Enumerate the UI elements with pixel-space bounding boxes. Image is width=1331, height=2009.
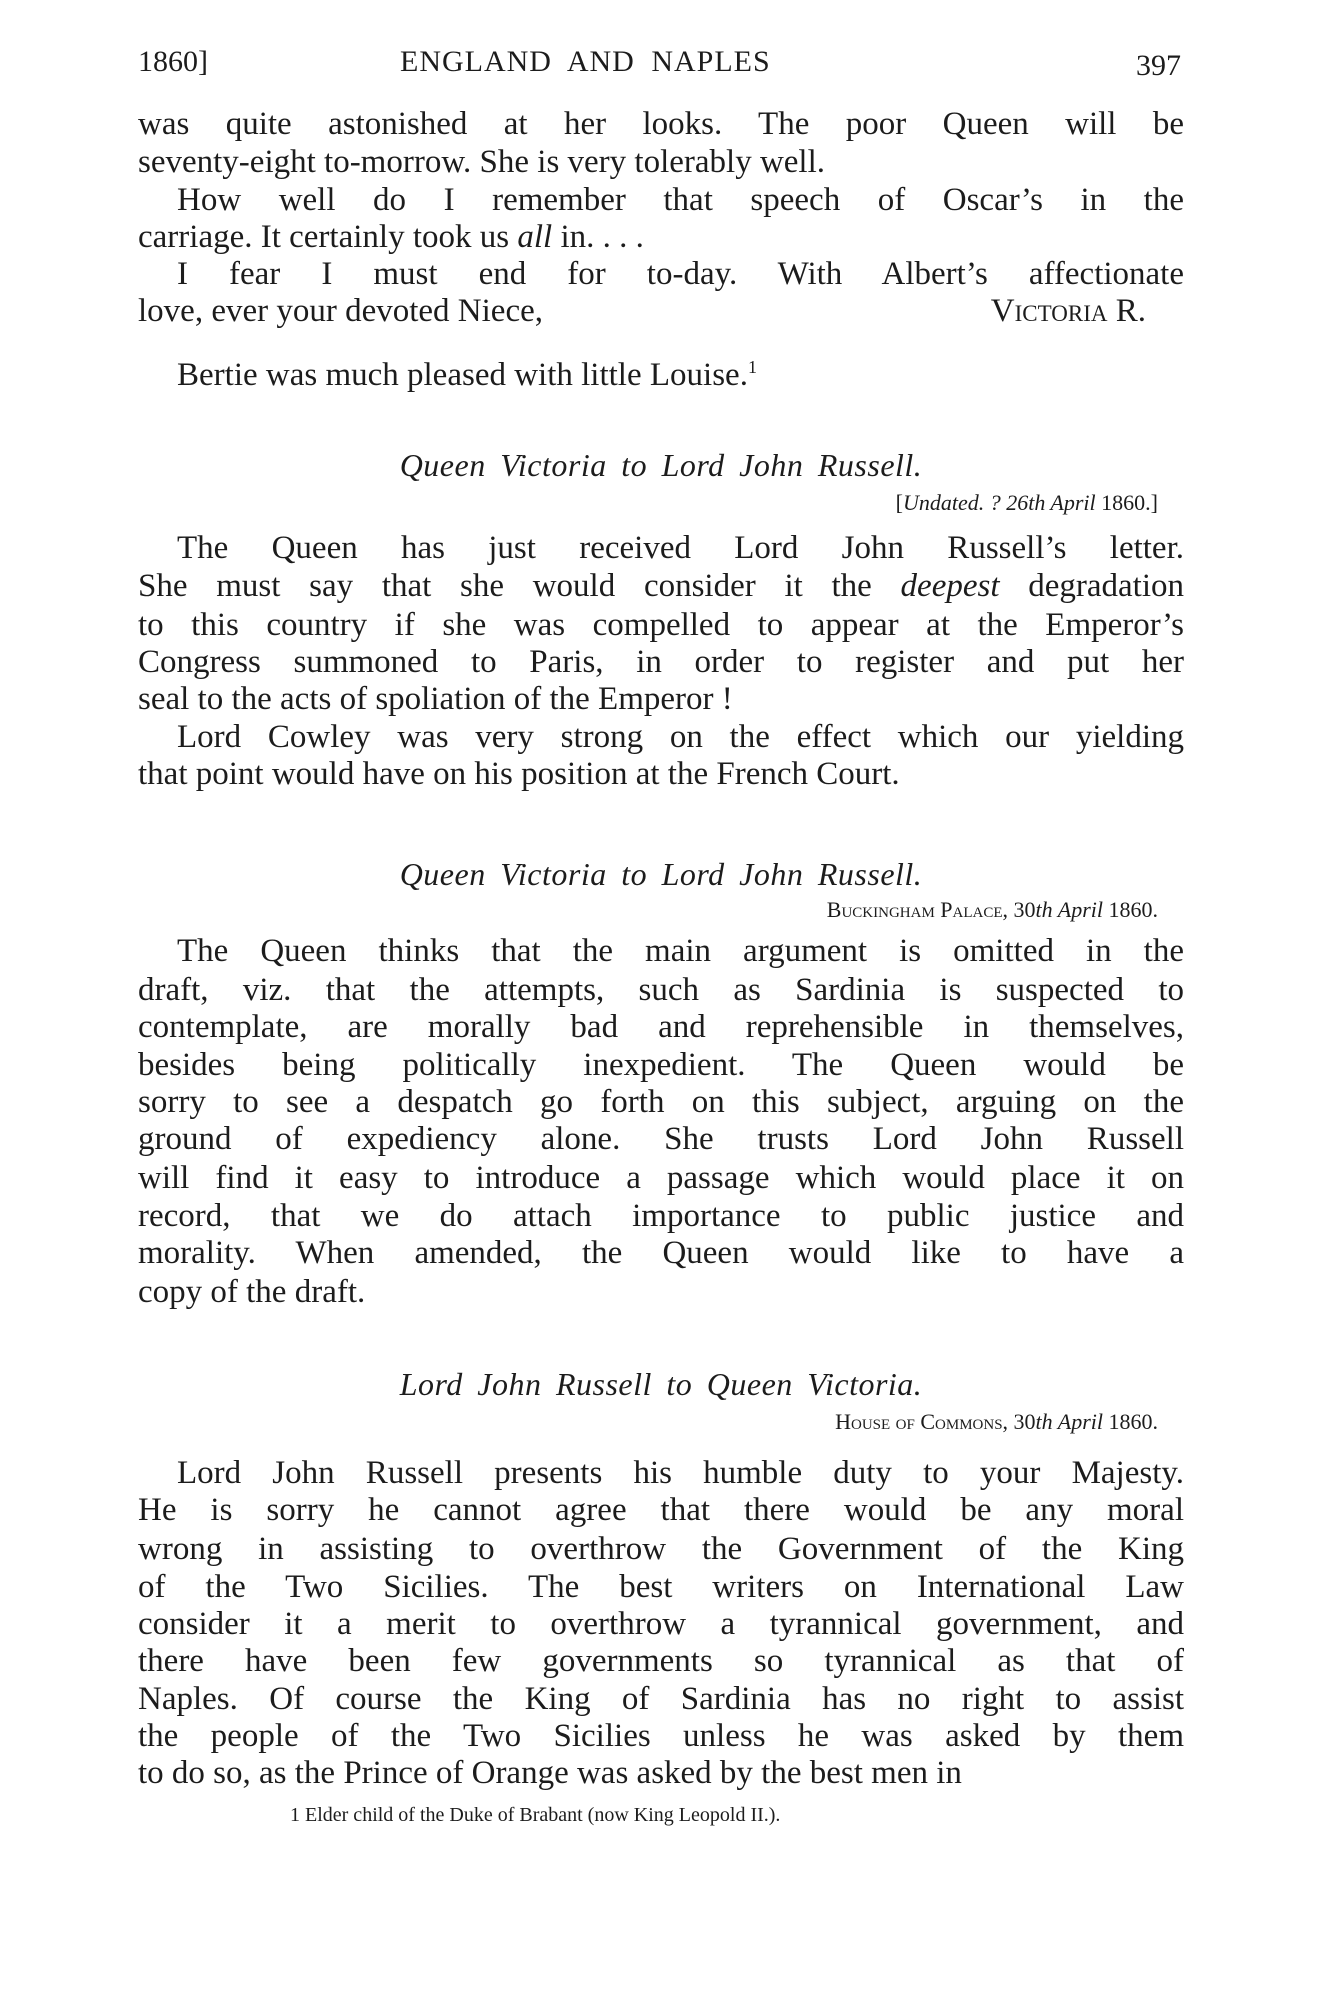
text-run: Bertie was much pleased with little Louise. <box>177 357 748 393</box>
text-run: record, that we do attach importance to public justice and <box>138 1198 1184 1234</box>
text-line <box>138 566 1184 606</box>
text-line <box>138 642 1184 682</box>
text-run: wrong in assisting to overthrow the Government of the King <box>138 1531 1184 1567</box>
letter-dateline <box>896 488 1158 518</box>
small-caps-run: Buckingham Palace <box>826 897 1003 922</box>
text-line <box>138 1045 1184 1085</box>
text-run: Lord Cowley was very strong on the effect which our yielding <box>177 719 1184 755</box>
text-line <box>138 1641 1184 1681</box>
letter-heading: Queen Victoria to Lord John Russell. <box>399 856 923 892</box>
text-run: Congress summoned to Paris, in order to register and put her <box>138 644 1184 680</box>
text-line <box>138 1753 1184 1793</box>
text-run: that point would have on his position at the French Court. <box>138 756 900 792</box>
text-line <box>177 1453 1184 1493</box>
text-run: to do so, as the Prince of Orange was asked by the best men in <box>138 1755 962 1791</box>
italic-run: deepest <box>900 568 1000 604</box>
text-run: to this country if she was compelled to appear at the Emperor’s <box>138 607 1184 643</box>
text-line <box>138 217 1184 257</box>
text-line <box>138 1490 1184 1530</box>
text-run: I fear I must end for to-day. With Albert’s affectionate <box>177 256 1184 292</box>
text-run: seventy-eight to-morrow. She is very tolerably well. <box>138 144 826 180</box>
text-line <box>138 679 1184 719</box>
text-run: sorry to see a despatch go forth on this subject, arguing on the <box>138 1084 1184 1120</box>
footnote: 1 Elder child of the Duke of Brabant (now King Leopold II.). <box>290 1804 781 1826</box>
text-run: 1860.] <box>1095 490 1158 515</box>
text-run: She must say that she would consider it the <box>138 568 901 604</box>
text-run: seal to the acts of spoliation of the Emperor ! <box>138 681 733 717</box>
footnote-ref: 1 <box>747 357 757 377</box>
text-line <box>177 180 1184 220</box>
small-caps-run: House of Commons <box>835 1409 1003 1434</box>
text-run: The Queen thinks that the main argument is omitted in the <box>177 933 1184 969</box>
text-run: , 30 <box>1002 1409 1036 1434</box>
text-line <box>138 1196 1184 1236</box>
text-run: contemplate, are morally bad and reprehensible in themselves, <box>138 1009 1184 1045</box>
text-line <box>138 1082 1184 1122</box>
italic-run: all <box>517 219 553 255</box>
text-line <box>138 104 1184 144</box>
text-line <box>138 605 1184 645</box>
text-run: , 30 <box>1002 897 1036 922</box>
text-run: will find it easy to introduce a passage which would place it on <box>138 1160 1184 1196</box>
text-run: there have been few governments so tyrannical as that of <box>138 1643 1184 1679</box>
text-line <box>177 717 1184 757</box>
letter-heading: Lord John Russell to Queen Victoria. <box>399 1366 923 1402</box>
text-line <box>177 254 1184 294</box>
text-run: in. . . . <box>552 219 644 255</box>
text-line <box>177 528 1184 568</box>
text-run: of the Two Sicilies. The best writers on International Law <box>138 1569 1184 1605</box>
page-number: 397 <box>1136 49 1181 82</box>
text-run: degradation <box>999 568 1184 604</box>
text-line <box>177 931 1184 971</box>
text-line <box>138 291 1184 331</box>
text-run: copy of the draft. <box>138 1274 366 1310</box>
text-line <box>138 1272 1184 1312</box>
signature: Victoria R. <box>990 293 1146 329</box>
letter-dateline <box>827 895 1158 925</box>
italic-run: Undated. ? 26th April <box>902 490 1096 515</box>
text-run: The Queen has just received Lord John Russell’s letter. <box>177 530 1184 566</box>
text-run: consider it a merit to overthrow a tyrannical government, and <box>138 1606 1184 1642</box>
text-line <box>138 1567 1184 1607</box>
italic-run: th April <box>1035 1409 1103 1434</box>
text-run: [ <box>895 490 903 515</box>
text-run: draft, viz. that the attempts, such as Sardinia is suspected to <box>138 972 1184 1008</box>
letter-dateline <box>835 1407 1158 1437</box>
text-run: love, ever your devoted Niece, <box>138 293 543 329</box>
header-year: 1860] <box>138 45 208 78</box>
text-run: morality. When amended, the Queen would like to have a <box>138 1235 1184 1271</box>
text-line <box>138 1233 1184 1273</box>
text-line <box>138 1119 1184 1159</box>
text-run: 1860. <box>1103 897 1158 922</box>
text-line <box>138 1158 1184 1198</box>
text-line <box>138 1716 1184 1756</box>
text-run: 1860. <box>1103 1409 1158 1434</box>
text-run: Naples. Of course the King of Sardinia has no right to assist <box>138 1681 1184 1717</box>
text-run: He is sorry he cannot agree that there would be any moral <box>138 1492 1184 1528</box>
text-run: was quite astonished at her looks. The poor Queen will be <box>138 106 1184 142</box>
text-line <box>177 347 1184 393</box>
text-run: How well do I remember that speech of Oscar’s in the <box>177 182 1184 218</box>
text-line <box>138 1679 1184 1719</box>
header-title: ENGLAND AND NAPLES <box>400 45 771 78</box>
text-line <box>138 1529 1184 1569</box>
text-line <box>138 1604 1184 1644</box>
italic-run: th April <box>1035 897 1103 922</box>
text-line <box>138 142 1184 182</box>
text-run: carriage. It certainly took us <box>138 219 518 255</box>
text-run: besides being politically inexpedient. The Queen would be <box>138 1047 1184 1083</box>
text-line <box>138 754 1184 794</box>
letter-heading: Queen Victoria to Lord John Russell. <box>399 447 923 483</box>
text-line <box>138 1007 1184 1047</box>
text-run: the people of the Two Sicilies unless he was asked by them <box>138 1718 1184 1754</box>
text-run: Lord John Russell presents his humble duty to your Majesty. <box>177 1455 1184 1491</box>
text-run: ground of expediency alone. She trusts Lord John Russell <box>138 1121 1184 1157</box>
text-line <box>138 970 1184 1010</box>
